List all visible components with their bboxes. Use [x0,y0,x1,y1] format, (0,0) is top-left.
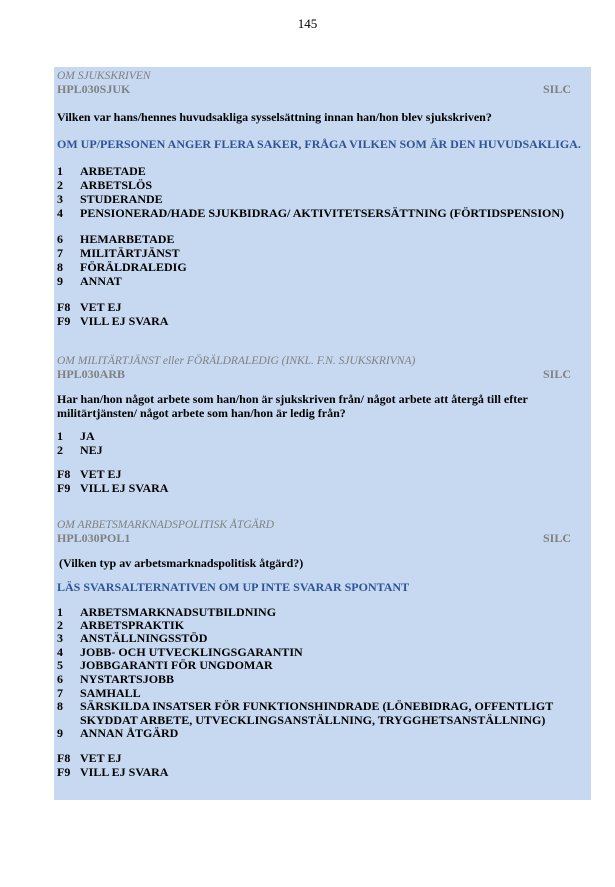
list-item: 1 JA [57,429,95,443]
section-1-question: Vilken var hans/hennes huvudsakliga sysselsättning innan han/hon blev sjukskriven? [57,110,492,124]
list-item: 2 ARBETSLÖS [57,178,153,192]
list-item: 9 ANNAN ÅTGÄRD [57,726,179,740]
page-number: 145 [297,16,318,31]
section-3-source: SILC [542,531,571,545]
section-1-condition: OM SJUKSKRIVEN [57,70,151,82]
list-item: 3 STUDERANDE [57,192,163,206]
section-2-condition: OM MILITÄRTJÄNST eller FÖRÄLDRALEDIG (INKL. F.N. SJUKSKRIVNA) [57,355,416,367]
list-item: 5 JOBBGARANTI FÖR UNGDOMAR [57,658,273,672]
list-item: 8 FÖRÄLDRALEDIG [57,260,187,274]
list-item: F8 VET EJ [57,751,122,765]
list-item: 2 ARBETSPRAKTIK [57,618,185,632]
list-item: F9 VILL EJ SVARA [57,314,169,328]
list-item: 1 ARBETADE [57,164,146,178]
list-item: F9 VILL EJ SVARA [57,765,169,779]
section-3-instruction: LÄS SVARSALTERNATIVEN OM UP INTE SVARAR SPONTANT [57,580,410,594]
list-item: 2 NEJ [57,443,103,457]
list-item: 4 JOBB- OCH UTVECKLINGSGARANTIN [57,645,303,659]
list-item: 9 ANNAT [57,274,122,288]
section-1-source: SILC [542,82,571,96]
list-item: 7 SAMHALL [57,686,141,700]
list-item: 1 ARBETSMARKNADSUTBILDNING [57,605,277,619]
section-2-code: HPL030ARB [57,367,126,381]
questionnaire-block [54,67,591,800]
list-item: 6 NYSTARTSJOBB [57,672,175,686]
section-3-code: HPL030POL1 [57,531,131,545]
list-item: 6 HEMARBETADE [57,232,175,246]
section-2-question: Har han/hon något arbete som han/hon är sjukskriven från/ något arbete att återgå till efter militärtjänsten/ något arbete som han/hon är ledig från? [57,392,528,420]
list-item: 8 SÄRSKILDA INSATSER FÖR FUNKTIONSHINDRADE (LÖNEBIDRAG, OFFENTLIGT SKYDDAT ARBETE, UTVECKLINGSANSTÄLLNING, TRYGGHETSANSTÄLLNING) [57,699,553,727]
list-item: F8 VET EJ [57,467,122,481]
section-2-source: SILC [542,367,571,381]
list-item: 4 PENSIONERAD/HADE SJUKBIDRAG/ AKTIVITETSERSÄTTNING (FÖRTIDSPENSION) [57,206,565,220]
list-item: 7 MILITÄRTJÄNST [57,246,180,260]
list-item: F9 VILL EJ SVARA [57,481,169,495]
section-1-code: HPL030SJUK [57,82,131,96]
list-item: 3 ANSTÄLLNINGSSTÖD [57,631,208,645]
section-3-question: (Vilken typ av arbetsmarknadspolitisk åtgärd?) [59,556,304,570]
list-item: F8 VET EJ [57,300,122,314]
section-3-condition: OM ARBETSMARKNADSPOLITISK ÅTGÄRD [57,519,275,531]
section-1-instruction: OM UP/PERSONEN ANGER FLERA SAKER, FRÅGA VILKEN SOM ÄR DEN HUVUDSAKLIGA. [57,137,581,151]
